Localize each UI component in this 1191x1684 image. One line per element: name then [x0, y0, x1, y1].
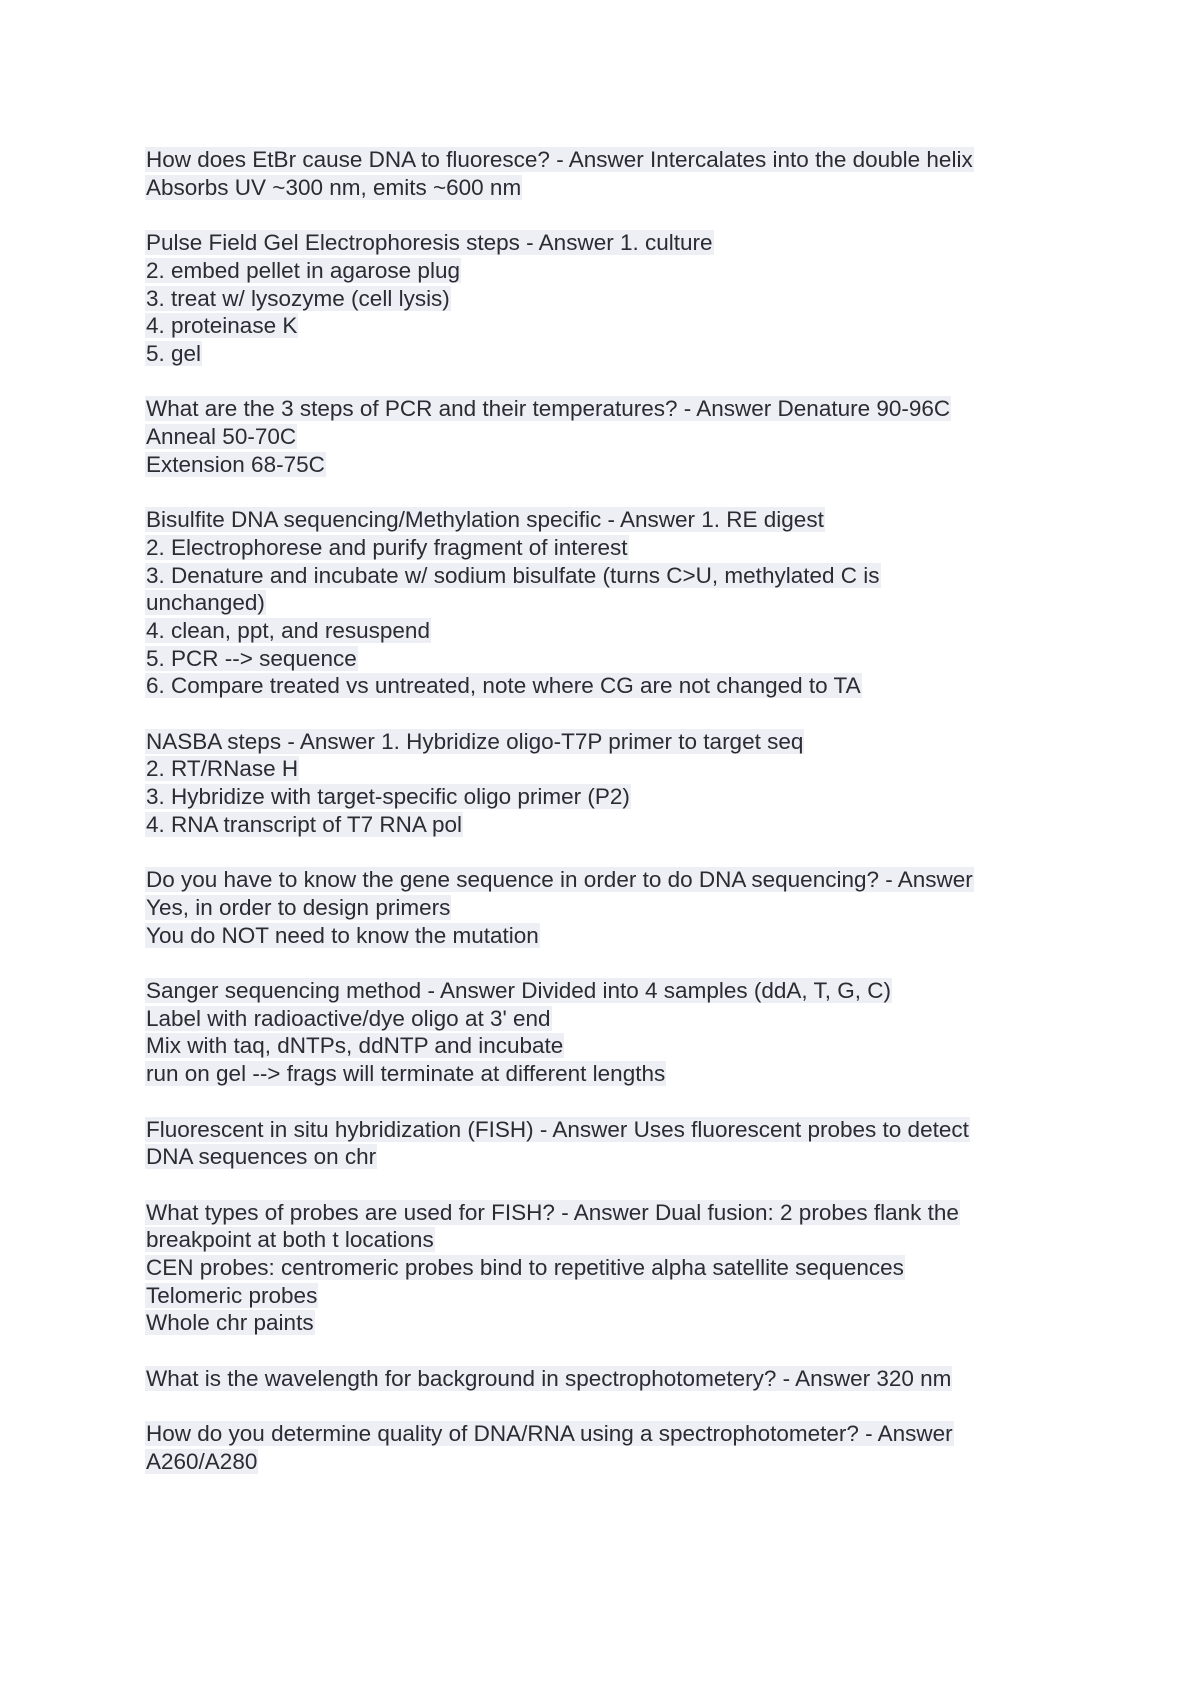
- qa-question-line: [145, 728, 1045, 756]
- qa-answer-line: [145, 451, 1045, 479]
- qa-question-line: [145, 506, 1045, 534]
- qa-answer-line: [145, 672, 1045, 700]
- highlighted-text: 5. gel: [146, 340, 202, 366]
- highlighted-text: Extension 68-75C: [146, 451, 325, 477]
- qa-answer-line: [145, 1254, 1045, 1282]
- highlighted-text: 3. Denature and incubate w/ sodium bisulfate (turns C>U, methylated C is: [146, 562, 880, 588]
- qa-answer-line: [145, 1226, 1045, 1254]
- highlighted-text: Telomeric probes: [146, 1282, 318, 1308]
- highlighted-text: Absorbs UV ~300 nm, emits ~600 nm: [146, 174, 522, 200]
- highlighted-text: Pulse Field Gel Electrophoresis steps - Answer 1. culture: [146, 230, 713, 256]
- qa-question-line: [145, 146, 1045, 174]
- highlighted-text: unchanged): [146, 590, 265, 616]
- qa-question-line: [145, 1199, 1045, 1227]
- highlighted-text: Anneal 50-70C: [146, 424, 297, 449]
- highlighted-text: What are the 3 steps of PCR and their temperatures? - Answer Denature 90-96C: [146, 396, 951, 422]
- qa-answer-line: [145, 174, 1045, 202]
- qa-card: [145, 977, 1045, 1088]
- qa-card: [145, 1420, 1045, 1475]
- qa-card: [145, 728, 1045, 839]
- qa-answer-line: [145, 1282, 1045, 1310]
- highlighted-text: 2. embed pellet in agarose plug: [146, 257, 460, 283]
- qa-card: [145, 506, 1045, 700]
- qa-answer-line: [145, 645, 1045, 673]
- qa-card: [145, 395, 1045, 478]
- qa-answer-line: [145, 1143, 1045, 1171]
- qa-answer-line: [145, 1448, 1045, 1476]
- qa-answer-line: [145, 617, 1045, 645]
- qa-answer-line: [145, 1032, 1045, 1060]
- highlighted-text: Mix with taq, dNTPs, ddNTP and incubate: [146, 1033, 564, 1059]
- qa-question-line: [145, 1365, 1045, 1393]
- qa-card: [145, 866, 1045, 949]
- highlighted-text: Sanger sequencing method - Answer Divided into 4 samples (ddA, T, G, C): [146, 978, 891, 1003]
- highlighted-text: 2. RT/RNase H: [146, 756, 299, 782]
- highlighted-text: breakpoint at both t locations: [146, 1227, 434, 1253]
- qa-answer-line: [145, 894, 1045, 922]
- qa-answer-line: [145, 811, 1045, 839]
- highlighted-text: Fluorescent in situ hybridization (FISH) - Answer Uses fluorescent probes to detect: [146, 1116, 969, 1142]
- highlighted-text: How does EtBr cause DNA to fluoresce? - Answer Intercalates into the double helix: [146, 147, 973, 172]
- qa-card: [145, 1365, 1045, 1393]
- highlighted-text: How do you determine quality of DNA/RNA using a spectrophotometer? - Answer: [146, 1421, 953, 1447]
- qa-question-line: [145, 1420, 1045, 1448]
- highlighted-text: 4. RNA transcript of T7 RNA pol: [146, 811, 462, 837]
- highlighted-text: 4. clean, ppt, and resuspend: [146, 617, 430, 643]
- highlighted-text: Whole chr paints: [146, 1310, 314, 1336]
- highlighted-text: run on gel --> frags will terminate at different lengths: [146, 1061, 666, 1087]
- highlighted-text: Yes, in order to design primers: [146, 894, 451, 920]
- highlighted-text: 5. PCR --> sequence: [146, 645, 357, 671]
- flashcard-list: [145, 146, 1045, 1503]
- highlighted-text: DNA sequences on chr: [146, 1144, 377, 1170]
- qa-answer-line: [145, 562, 1045, 590]
- qa-answer-line: [145, 755, 1045, 783]
- qa-answer-line: [145, 783, 1045, 811]
- qa-answer-line: [145, 1005, 1045, 1033]
- qa-card: [145, 1199, 1045, 1338]
- highlighted-text: What types of probes are used for FISH? - Answer Dual fusion: 2 probes flank the: [146, 1199, 959, 1225]
- highlighted-text: NASBA steps - Answer 1. Hybridize oligo-T7P primer to target seq: [146, 728, 804, 754]
- highlighted-text: 3. treat w/ lysozyme (cell lysis): [146, 285, 450, 311]
- qa-answer-line: [145, 1309, 1045, 1337]
- qa-answer-line: [145, 257, 1045, 285]
- qa-question-line: [145, 229, 1045, 257]
- qa-answer-line: [145, 1060, 1045, 1088]
- qa-answer-line: [145, 423, 1045, 451]
- highlighted-text: 4. proteinase K: [146, 313, 298, 339]
- highlighted-text: 2. Electrophorese and purify fragment of interest: [146, 534, 628, 560]
- qa-question-line: [145, 977, 1045, 1005]
- highlighted-text: Bisulfite DNA sequencing/Methylation specific - Answer 1. RE digest: [146, 507, 824, 533]
- highlighted-text: A260/A280: [146, 1448, 258, 1474]
- qa-answer-line: [145, 589, 1045, 617]
- qa-answer-line: [145, 922, 1045, 950]
- qa-card: [145, 229, 1045, 368]
- qa-question-line: [145, 1116, 1045, 1144]
- highlighted-text: Do you have to know the gene sequence in order to do DNA sequencing? - Answer: [146, 867, 973, 893]
- qa-answer-line: [145, 340, 1045, 368]
- highlighted-text: CEN probes: centromeric probes bind to repetitive alpha satellite sequences: [146, 1255, 904, 1280]
- qa-card: [145, 1116, 1045, 1171]
- highlighted-text: 6. Compare treated vs untreated, note where CG are not changed to TA: [146, 673, 861, 699]
- qa-answer-line: [145, 312, 1045, 340]
- highlighted-text: Label with radioactive/dye oligo at 3' end: [146, 1005, 551, 1031]
- qa-answer-line: [145, 285, 1045, 313]
- qa-question-line: [145, 395, 1045, 423]
- highlighted-text: What is the wavelength for background in spectrophotometery? - Answer 320 nm: [146, 1365, 952, 1391]
- highlighted-text: You do NOT need to know the mutation: [146, 922, 539, 948]
- highlighted-text: 3. Hybridize with target-specific oligo primer (P2): [146, 784, 630, 810]
- qa-answer-line: [145, 534, 1045, 562]
- qa-question-line: [145, 866, 1045, 894]
- qa-card: [145, 146, 1045, 201]
